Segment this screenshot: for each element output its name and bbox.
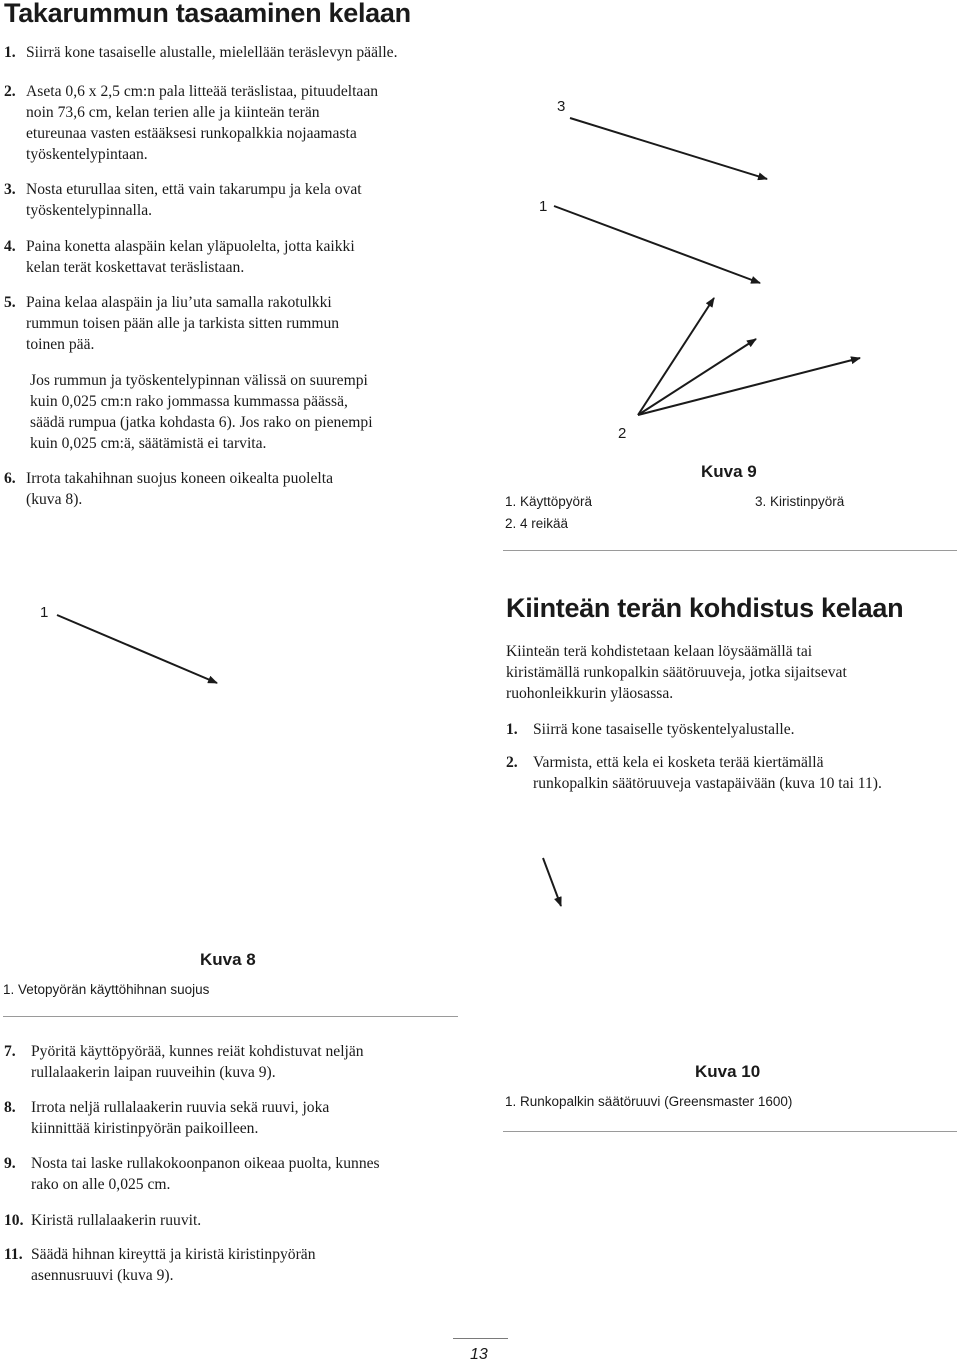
section-step-2: 2. Varmista, että kela ei kosketa terää kiertämällä runkopalkin säätöruuveja vastapäivään (kuva 10 tai 11). — [506, 754, 882, 792]
step-1: 1. Siirrä kone tasaiselle alustalle, mielellään teräslevyn päälle. — [4, 44, 398, 61]
fig9-arrow-2b — [638, 339, 756, 415]
step-7: 7. Pyöritä käyttöpyörää, kunnes reiät kohdistuvat neljän rullalaakerin laipan ruuveihin (kuva 9). — [4, 1043, 364, 1081]
note-paragraph: Jos rummun ja työskentelypinnan välissä on suurempi kuin 0,025 cm:n rako jommassa kummassa päässä, säädä rumpua (jatka kohdasta 6). Jos rako on pienempi kuin 0,025 cm:ä, säätämistä ei tarvita. — [30, 372, 373, 452]
fig10-caption: Kuva 10 — [695, 1062, 761, 1081]
step-2: 2. Aseta 0,6 x 2,5 cm:n pala litteää teräslistaa, pituudeltaan noin 73,6 cm, kelan terien alle ja kiinteän terän etureunaa vasten estääksesi runkopalkkia nojaamasta työskentelypintaan. — [4, 83, 379, 163]
fig8-legend-1: 1. Vetopyörän käyttöhihnan suojus — [3, 982, 210, 997]
step-11: 11. Säädä hihnan kireyttä ja kiristä kiristinpyörän asennusruuvi (kuva 9). — [4, 1246, 316, 1284]
fig9-callout-2: 2 — [618, 425, 627, 442]
step-4: 4. Paina konetta alaspäin kelan yläpuolelta, jotta kaikki kelan terät koskettavat teräslistaan. — [4, 238, 355, 276]
divider — [503, 550, 957, 551]
section-intro: Kiinteän terä kohdistetaan kelaan löysäämällä tai kiristämällä runkopalkin säätöruuveja, jotka sijaitsevat ruohonleikkurin yläosassa. — [506, 643, 847, 702]
divider — [3, 1016, 458, 1017]
fig9-arrow-3 — [570, 118, 767, 179]
fig9-callout-3: 3 — [557, 98, 566, 115]
fig10-legend-1: 1. Runkopalkin säätöruuvi (Greensmaster 1600) — [505, 1094, 793, 1109]
fig9-arrow-2c — [638, 358, 860, 415]
fig8-caption: Kuva 8 — [200, 950, 256, 969]
page-number-rule — [453, 1338, 508, 1339]
fig9-arrow-1 — [554, 206, 760, 283]
fig9-caption: Kuva 9 — [701, 462, 757, 481]
fig9-legend-1: 1. Käyttöpyörä — [505, 494, 593, 509]
fig9-legend-2: 2. 4 reikää — [505, 516, 569, 531]
fig10-arrow-1 — [543, 858, 561, 906]
divider — [503, 1131, 957, 1132]
step-5: 5. Paina kelaa alaspäin ja liu’uta samalla rakotulkki rummun toisen pään alle ja tarkista sitten rummun toinen pää. — [4, 294, 340, 353]
page-title: Takarummun tasaaminen kelaan — [4, 0, 411, 28]
step-10: 10. Kiristä rullalaakerin ruuvit. — [4, 1212, 202, 1229]
section-step-1: 1. Siirrä kone tasaiselle työskentelyalustalle. — [506, 721, 795, 738]
step-3: 3. Nosta eturullaa siten, että vain takarumpu ja kela ovat työskentelypinnalla. — [4, 181, 362, 219]
fig9-callout-1: 1 — [539, 198, 548, 215]
section-title: Kiinteän terän kohdistus kelaan — [506, 593, 904, 623]
step-9: 9. Nosta tai laske rullakokoonpanon oikeaa puolta, kunnes rako on alle 0,025 cm. — [4, 1155, 380, 1193]
fig8-arrow-1 — [57, 615, 217, 683]
step-8: 8. Irrota neljä rullalaakerin ruuvia sekä ruuvi, joka kiinnittää kiristinpyörän paikoilleen. — [4, 1099, 330, 1137]
fig8-callout-1: 1 — [40, 604, 49, 621]
step-6: 6. Irrota takahihnan suojus koneen oikealta puolelta (kuva 8). — [4, 470, 334, 508]
fig9-legend-3: 3. Kiristinpyörä — [755, 494, 845, 509]
page-number: 13 — [470, 1346, 488, 1363]
